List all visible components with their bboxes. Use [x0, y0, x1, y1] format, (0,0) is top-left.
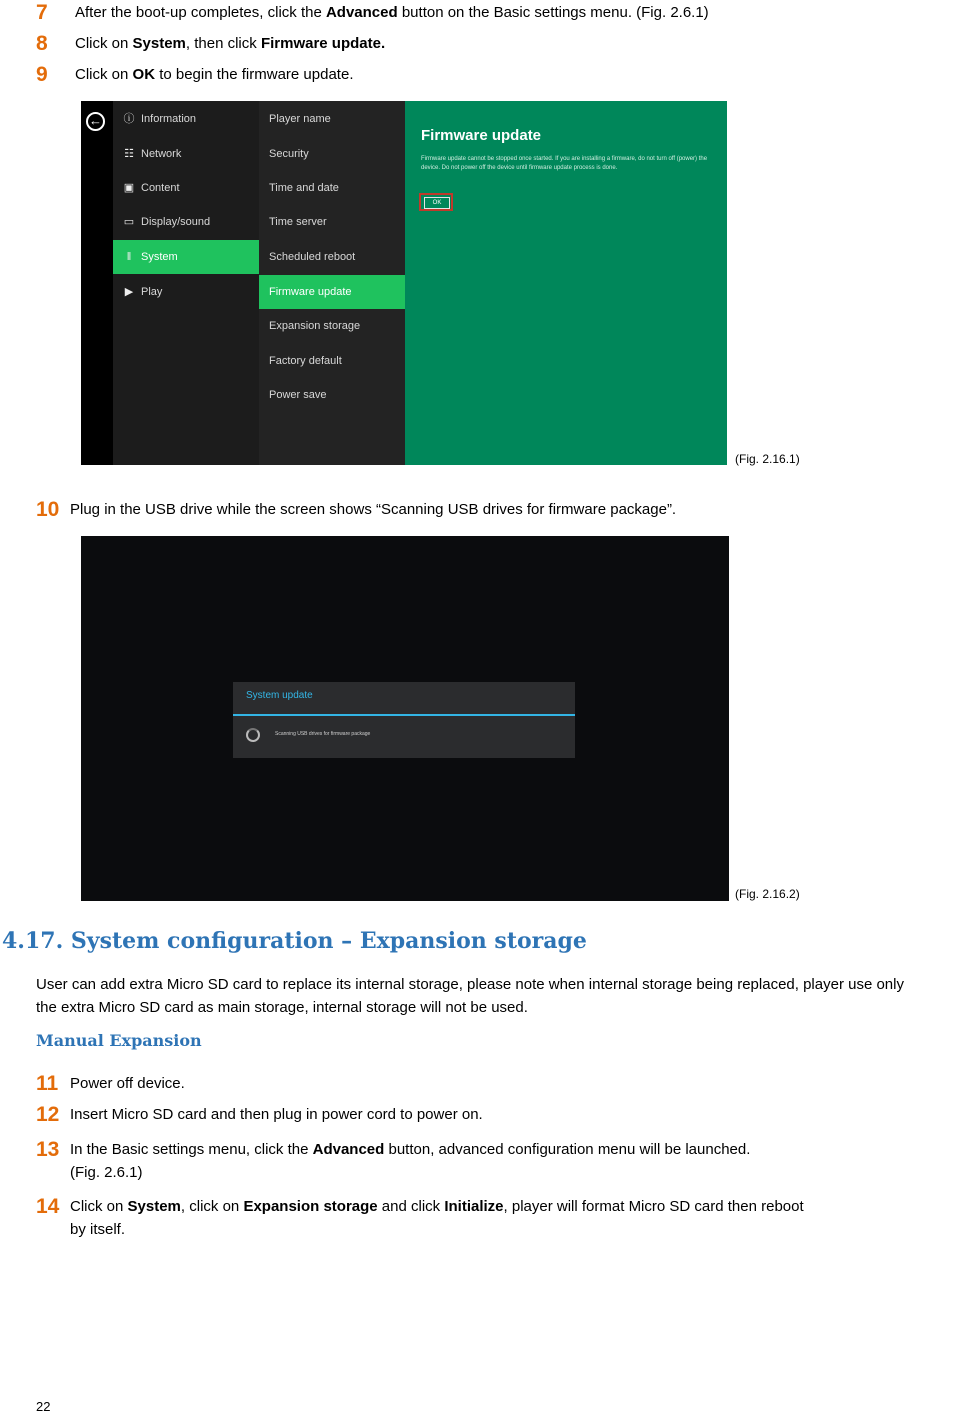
- menu-item-time-server[interactable]: Time server: [269, 216, 327, 228]
- menu-item-power-save[interactable]: Power save: [269, 389, 327, 401]
- menu-item-security[interactable]: Security: [269, 148, 309, 160]
- content-icon: ▣: [123, 182, 135, 194]
- menu-item-scheduled-reboot[interactable]: Scheduled reboot: [269, 251, 356, 263]
- step-7: 7 After the boot-up completes, click the Advanced button on the Basic settings menu. (Fig. 2.6.1): [36, 1, 709, 24]
- system-update-screenshot: [81, 536, 729, 901]
- step-number: 14: [36, 1195, 60, 1218]
- system-icon: ‖: [126, 251, 132, 263]
- step-number: 10: [36, 498, 60, 521]
- step-number: 7: [36, 1, 48, 24]
- menu-item-network[interactable]: ☷ Network: [113, 137, 259, 171]
- step-10: 10 Plug in the USB drive while the screen shows “Scanning USB drives for firmware package”.: [36, 498, 677, 521]
- subsection-heading: Manual Expansion: [36, 1031, 202, 1050]
- dialog-title: System update: [246, 690, 313, 701]
- step-9: 9 Click on OK to begin the firmware update.: [36, 63, 354, 86]
- menu-item-information[interactable]: ⓘ Information: [113, 102, 259, 136]
- ok-button-highlight: [419, 193, 453, 211]
- system-update-dialog: [233, 682, 575, 758]
- panel-title: Firmware update: [421, 127, 542, 144]
- step-number: 8: [36, 32, 48, 55]
- loading-spinner-icon: [246, 728, 260, 742]
- step-number: 12: [36, 1103, 60, 1126]
- menu-item-content[interactable]: ▣ Content: [113, 171, 259, 205]
- play-icon: ▶: [124, 286, 134, 298]
- firmware-update-panel: [405, 101, 727, 465]
- menu-item-time-and-date[interactable]: Time and date: [269, 182, 339, 194]
- menu-item-display-sound[interactable]: ▭ Display/sound: [113, 205, 259, 239]
- menu-item-player-name[interactable]: Player name: [269, 113, 331, 125]
- figure-caption: (Fig. 2.16.1): [735, 452, 800, 466]
- step-8: 8 Click on System, then click Firmware update.: [36, 32, 386, 55]
- menu-item-play[interactable]: ▶ Play: [113, 275, 259, 309]
- firmware-update-screenshot: [81, 101, 727, 465]
- step-number: 13: [36, 1138, 60, 1161]
- step-12: 12 Insert Micro SD card and then plug in power cord to power on.: [36, 1103, 483, 1126]
- figure-caption: (Fig. 2.16.2): [735, 887, 800, 901]
- page-number: 22: [36, 1399, 51, 1414]
- dialog-message: Scanning USB drives for firmware package: [275, 731, 371, 737]
- back-arrow-icon[interactable]: ←: [86, 112, 105, 131]
- ok-button[interactable]: OK: [424, 197, 450, 209]
- info-icon: ⓘ: [123, 113, 135, 125]
- section-paragraph: User can add extra Micro SD card to replace its internal storage, please note when internal storage being replaced, player use only the extra Micro SD card as main storage, internal storage will not be used.: [36, 976, 904, 1016]
- menu-item-factory-default[interactable]: Factory default: [269, 355, 342, 367]
- display-icon: ▭: [123, 216, 135, 228]
- menu-item-expansion-storage[interactable]: Expansion storage: [269, 320, 361, 332]
- step-13: 13 In the Basic settings menu, click the Advanced button, advanced configuration menu will be launched. (Fig. 2.6.1): [36, 1138, 751, 1181]
- network-icon: ☷: [124, 148, 134, 160]
- step-14: 14 Click on System, click on Expansion storage and click Initialize, player will format Micro SD card then reboot by itself.: [36, 1195, 804, 1238]
- section-heading: 4.17. System configuration – Expansion storage: [2, 928, 587, 954]
- settings-menu-primary: [113, 101, 259, 465]
- settings-menu-system: [259, 101, 405, 465]
- dialog-divider: [233, 714, 575, 716]
- step-number: 9: [36, 63, 48, 86]
- panel-warning-text: Firmware update cannot be stopped once started. If you are installing a firmware, do not turn off (power) the device. Do not power off the device until firmware update process is done.: [421, 156, 708, 171]
- step-number: 11: [36, 1072, 59, 1095]
- step-11: 11 Power off device.: [36, 1072, 185, 1095]
- menu-item-system[interactable]: ‖ System: [113, 240, 259, 274]
- menu-item-firmware-update[interactable]: Firmware update: [259, 275, 405, 309]
